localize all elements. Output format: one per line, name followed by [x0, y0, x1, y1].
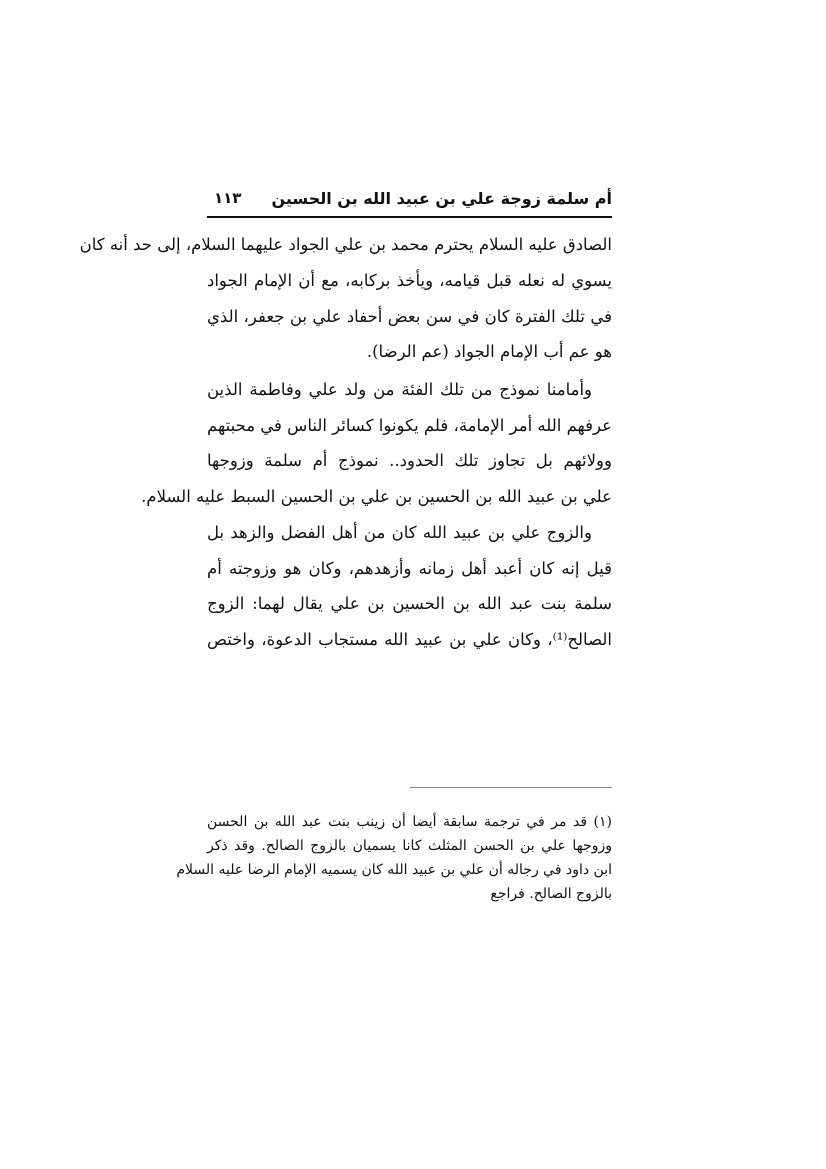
text-line: سلمة بنت عبد الله بن الحسين بن علي يقال لهما: الزوج	[207, 594, 612, 613]
header-title: أم سلمة زوجة علي بن عبيد الله بن الحسين	[271, 189, 612, 208]
footnote-line: (١) قد مر في ترجمة سابقة أيضا أن زينب بنت عبد الله بن الحسن	[207, 814, 612, 830]
text-line: قيل إنه كان أعبد أهل زمانه وأزهدهم، وكان هو وزوجته أم	[207, 559, 612, 578]
footnote-line: بالزوج الصالح. فراجع	[490, 886, 612, 902]
text-line: الصادق عليه السلام يحترم محمد بن علي الجواد عليهما السلام، إلى حد أنه كان	[79, 235, 612, 254]
footnote-line: ابن داود في رجاله أن علي بن عبيد الله كان يسميه الإمام الرضا عليه السلام	[176, 862, 612, 878]
text-line: وولائهم بل تجاوز تلك الحدود.. نموذج أم سلمة وزوجها	[207, 451, 612, 470]
text-line: يسوي له نعله قبل قيامه، ويأخذ بركابه، مع أن الإمام الجواد	[207, 271, 612, 290]
text-line: عرفهم الله أمر الإمامة، فلم يكونوا كسائر الناس في محبتهم	[207, 416, 612, 435]
header-divider	[207, 216, 612, 218]
text-line: في تلك الفترة كان في سن بعض أحفاد علي بن جعفر، الذي	[207, 307, 612, 326]
text-line: وأمامنا نموذج من تلك الفئة من ولد علي وفاطمة الذين	[207, 380, 592, 399]
text-line: الصالح⁽¹⁾، وكان علي بن عبيد الله مستجاب الدعوة، واختص	[207, 630, 612, 649]
text-line: علي بن عبيد الله بن الحسين بن علي بن الحسين السبط عليه السلام.	[141, 487, 612, 506]
footnote-divider	[410, 787, 612, 788]
footnote-line: وزوجها علي بن الحسن المثلث كانا يسميان بالزوج الصالح. وقد ذكر	[207, 838, 612, 854]
text-line: والزوج علي بن عبيد الله كان من أهل الفضل والزهد بل	[207, 523, 592, 542]
page-number: ١١٣	[214, 189, 242, 207]
text-line: هو عم أب الإمام الجواد (عم الرضا).	[366, 342, 612, 361]
